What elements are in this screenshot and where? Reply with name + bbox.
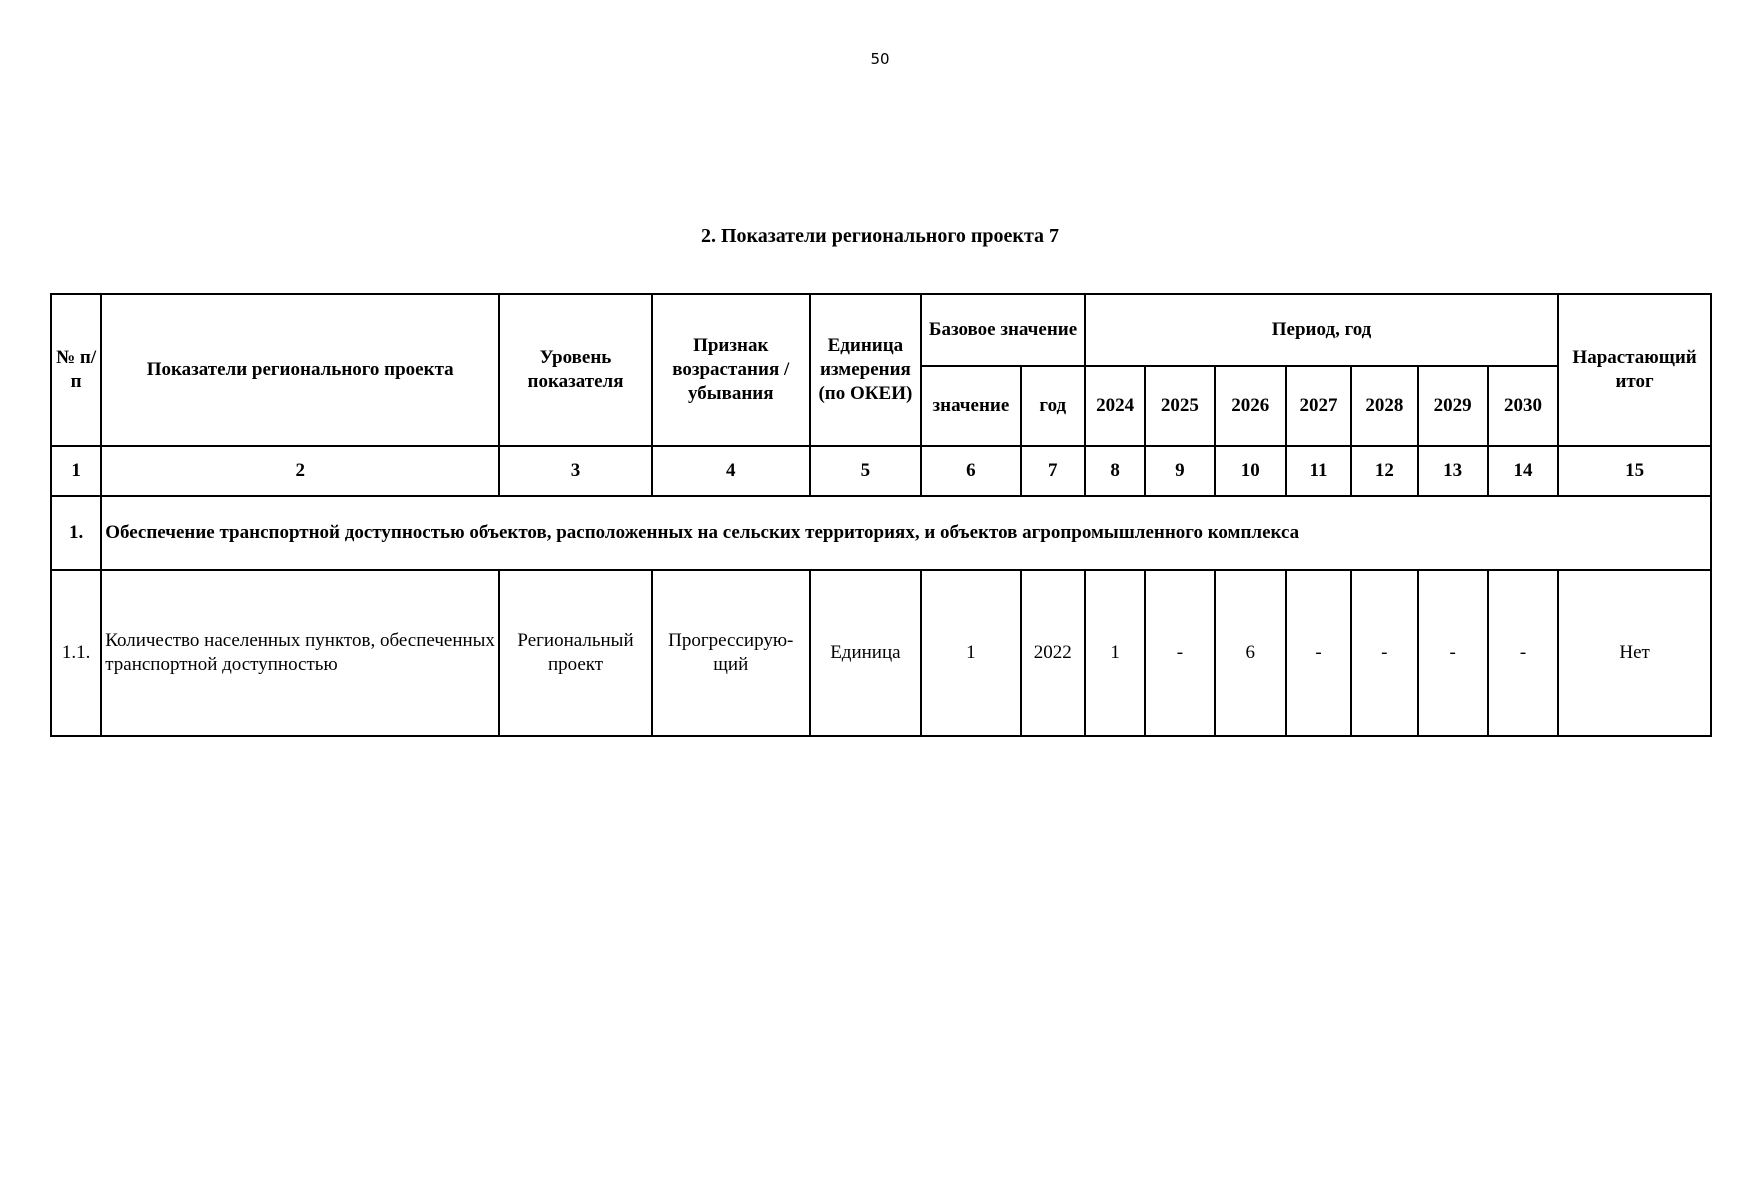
section-number: 1. [51, 496, 101, 570]
column-number: 7 [1021, 446, 1085, 496]
column-number: 14 [1488, 446, 1558, 496]
section-row [51, 496, 1711, 570]
header-indicator: Показатели регионального проекта [101, 294, 499, 446]
year-value: - [1145, 570, 1214, 736]
header-period: Период, год [1085, 294, 1558, 366]
column-number: 2 [101, 446, 499, 496]
header-year: 2029 [1418, 366, 1488, 446]
page-number: 50 [870, 50, 890, 68]
base-year: 2022 [1021, 570, 1085, 736]
column-number-row [51, 446, 1711, 496]
header-num: № п/п [51, 294, 101, 446]
column-number: 13 [1418, 446, 1488, 496]
header-year: 2025 [1145, 366, 1214, 446]
year-value: 1 [1085, 570, 1145, 736]
cumulative-value: Нет [1558, 570, 1711, 736]
row-number: 1.1. [51, 570, 101, 736]
indicator-trend: Прогрессирую-щий [652, 570, 810, 736]
header-base-value: значение [921, 366, 1020, 446]
header-level: Уровень показателя [499, 294, 652, 446]
header-year: 2027 [1286, 366, 1351, 446]
header-year: 2030 [1488, 366, 1558, 446]
column-number: 4 [652, 446, 810, 496]
header-row-top [51, 294, 1711, 366]
column-number: 12 [1351, 446, 1417, 496]
column-number: 8 [1085, 446, 1145, 496]
column-number: 9 [1145, 446, 1214, 496]
year-value: - [1488, 570, 1558, 736]
header-year: 2026 [1215, 366, 1286, 446]
indicator-name: Количество населенных пунктов, обеспеченных транспортной доступностью [101, 570, 499, 736]
header-trend: Признак возрастания / убывания [652, 294, 810, 446]
year-value: - [1351, 570, 1417, 736]
column-number: 11 [1286, 446, 1351, 496]
table-row [51, 570, 1711, 736]
indicator-unit: Единица [810, 570, 922, 736]
column-number: 10 [1215, 446, 1286, 496]
indicators-table [50, 293, 1712, 737]
section-title: 2. Показатели регионального проекта 7 [700, 225, 1060, 247]
year-value: - [1286, 570, 1351, 736]
year-value: 6 [1215, 570, 1286, 736]
column-number: 1 [51, 446, 101, 496]
base-value: 1 [921, 570, 1020, 736]
year-value: - [1418, 570, 1488, 736]
header-base: Базовое значение [921, 294, 1085, 366]
header-cumulative: Нарастающий итог [1558, 294, 1711, 446]
header-year: 2024 [1085, 366, 1145, 446]
header-year: 2028 [1351, 366, 1417, 446]
indicator-level: Региональный проект [499, 570, 652, 736]
column-number: 6 [921, 446, 1020, 496]
header-base-year: год [1021, 366, 1085, 446]
column-number: 5 [810, 446, 922, 496]
section-title-cell: Обеспечение транспортной доступностью объектов, расположенных на сельских территориях, и объектов агропромышленного комплекса [101, 496, 1711, 570]
header-unit: Единица измерения (по ОКЕИ) [810, 294, 922, 446]
column-number: 15 [1558, 446, 1711, 496]
column-number: 3 [499, 446, 652, 496]
